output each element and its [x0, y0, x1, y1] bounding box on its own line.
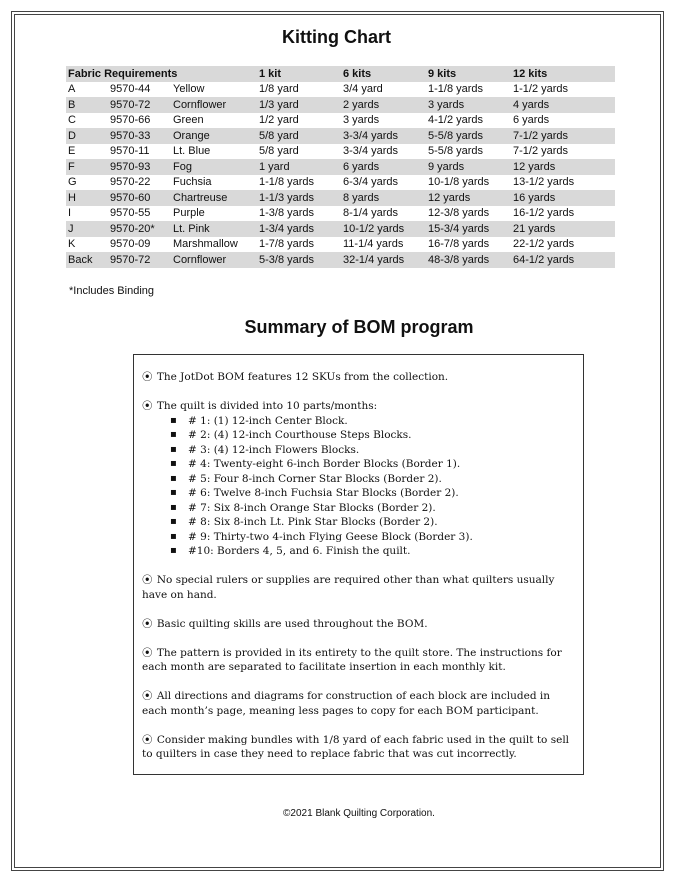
row-1-kit: 1/2 yard — [259, 114, 299, 127]
row-sku: 9570-11 — [110, 145, 150, 158]
row-color: Purple — [173, 207, 205, 220]
kitting-table — [66, 66, 615, 268]
month-item: ▪ #10: Borders 4, 5, and 6. Finish the quilt. — [170, 544, 573, 559]
row-sku: 9570-09 — [110, 238, 151, 251]
radio-bullet-icon: ⦿ — [142, 371, 153, 383]
row-sku: 9570-72 — [110, 98, 151, 111]
table-row — [66, 190, 615, 206]
row-sku: 9570-22 — [110, 176, 151, 189]
row-9-kits: 15-3/4 yards — [428, 222, 490, 235]
radio-bullet-icon: ⦿ — [142, 574, 153, 586]
row-color: Lt. Blue — [173, 145, 211, 158]
month-item: ▪ # 6: Twelve 8-inch Fuchsia Star Blocks (Border 2). — [170, 486, 573, 501]
row-12-kits: 4 yards — [513, 98, 550, 111]
row-6-kits: 10-1/2 yards — [343, 222, 405, 235]
row-6-kits: 3-3/4 yards — [343, 129, 399, 142]
radio-bullet-icon: ⦿ — [142, 400, 153, 412]
row-12-kits: 13-1/2 yards — [513, 176, 575, 189]
row-6-kits: 32-1/4 yards — [343, 253, 405, 266]
row-letter: A — [68, 83, 76, 96]
row-9-kits: 5-5/8 yards — [428, 129, 484, 142]
summary-item — [142, 689, 573, 718]
row-6-kits: 8-1/4 yards — [343, 207, 399, 220]
binding-note: *Includes Binding — [69, 285, 155, 297]
row-letter: C — [68, 114, 76, 127]
row-letter: J — [68, 222, 74, 235]
table-row — [66, 128, 615, 144]
month-item: ▪ # 1: (1) 12-inch Center Block. — [170, 414, 573, 429]
row-12-kits: 16-1/2 yards — [513, 207, 575, 220]
row-9-kits: 9 yards — [428, 160, 465, 173]
summary-title: Summary of BOM program — [244, 317, 474, 337]
summary-text: Basic quilting skills are used throughout the BOM. — [156, 617, 428, 630]
header-9-kits: 9 kits — [428, 67, 457, 80]
table-body — [66, 82, 615, 268]
row-12-kits: 7-1/2 yards — [513, 129, 569, 142]
row-12-kits: 7-1/2 yards — [513, 145, 569, 158]
radio-bullet-icon: ⦿ — [142, 690, 153, 702]
row-1-kit: 5-3/8 yards — [259, 253, 315, 266]
summary-item — [142, 733, 573, 762]
table-row — [66, 113, 615, 129]
row-letter: F — [68, 160, 75, 173]
summary-text: No special rulers or supplies are required other than what quilters usually have on hand. — [142, 574, 555, 601]
row-12-kits: 21 yards — [513, 222, 556, 235]
summary-text: The quilt is divided into 10 parts/months: — [156, 400, 378, 412]
row-12-kits: 12 yards — [513, 160, 556, 173]
row-1-kit: 5/8 yard — [259, 145, 299, 158]
row-1-kit: 1-7/8 yards — [259, 238, 315, 251]
row-letter: Back — [68, 253, 93, 266]
month-item: ▪ # 2: (4) 12-inch Courthouse Steps Blocks. — [170, 428, 573, 443]
row-9-kits: 48-3/8 yards — [428, 253, 490, 266]
row-color: Fog — [173, 160, 192, 173]
row-9-kits: 16-7/8 yards — [428, 238, 490, 251]
row-1-kit: 1-3/8 yards — [259, 207, 315, 220]
table-header-row — [66, 66, 615, 82]
table-row — [66, 237, 615, 253]
row-letter: I — [68, 207, 72, 220]
row-color: Cornflower — [173, 98, 227, 111]
summary-item — [142, 370, 573, 385]
month-item: ▪ # 8: Six 8-inch Lt. Pink Star Blocks (Border 2). — [170, 515, 573, 530]
row-1-kit: 1/8 yard — [259, 83, 299, 96]
month-item: ▪ # 9: Thirty-two 4-inch Flying Geese Block (Border 3). — [170, 530, 573, 545]
row-sku: 9570-60 — [110, 191, 151, 204]
table-row — [66, 206, 615, 222]
row-color: Cornflower — [173, 253, 227, 266]
row-6-kits: 2 yards — [343, 98, 380, 111]
summary-box — [133, 354, 584, 775]
table-row — [66, 144, 615, 160]
row-12-kits: 64-1/2 yards — [513, 253, 575, 266]
row-color: Yellow — [173, 83, 205, 96]
row-1-kit: 1-1/8 yards — [259, 176, 315, 189]
row-6-kits: 6-3/4 yards — [343, 176, 399, 189]
radio-bullet-icon: ⦿ — [142, 617, 153, 630]
row-9-kits: 10-1/8 yards — [428, 176, 490, 189]
summary-text: The JotDot BOM features 12 SKUs from the collection. — [156, 371, 449, 383]
row-6-kits: 3 yards — [343, 114, 380, 127]
table-row — [66, 252, 615, 268]
row-color: Orange — [173, 129, 210, 142]
row-1-kit: 5/8 yard — [259, 129, 299, 142]
table-row — [66, 175, 615, 191]
row-sku: 9570-44 — [110, 83, 151, 96]
table-row — [66, 97, 615, 113]
row-letter: B — [68, 98, 76, 111]
table-row — [66, 221, 615, 237]
row-color: Green — [173, 114, 204, 127]
row-12-kits: 22-1/2 yards — [513, 238, 575, 251]
row-9-kits: 3 yards — [428, 98, 465, 111]
row-1-kit: 1/3 yard — [259, 98, 299, 111]
row-letter: K — [68, 238, 76, 251]
row-color: Lt. Pink — [173, 222, 210, 235]
row-9-kits: 12 yards — [428, 191, 471, 204]
header-12-kits: 12 kits — [513, 67, 548, 80]
summary-text: The pattern is provided in its entirety to the quilt store. The instructions for each month are separated to facilitate insertion in each monthly kit. — [142, 646, 562, 673]
row-6-kits: 11-1/4 yards — [343, 238, 404, 251]
row-color: Marshmallow — [173, 238, 238, 251]
month-item: ▪ # 4: Twenty-eight 6-inch Border Blocks (Border 1). — [170, 457, 573, 472]
kitting-chart-title: Kitting Chart — [282, 27, 391, 47]
radio-bullet-icon: ⦿ — [142, 733, 153, 746]
table-row — [66, 82, 615, 98]
row-9-kits: 5-5/8 yards — [428, 145, 484, 158]
row-sku: 9570-55 — [110, 207, 151, 220]
row-sku: 9570-20* — [110, 222, 155, 235]
radio-bullet-icon: ⦿ — [142, 646, 153, 659]
months-list — [142, 414, 573, 559]
row-12-kits: 16 yards — [513, 191, 556, 204]
row-6-kits: 3/4 yard — [343, 83, 383, 96]
row-letter: H — [68, 191, 76, 204]
row-12-kits: 1-1/2 yards — [513, 83, 569, 96]
row-color: Chartreuse — [173, 191, 228, 204]
row-6-kits: 8 yards — [343, 191, 380, 204]
row-letter: D — [68, 129, 76, 142]
summary-text: All directions and diagrams for construction of each block are included in each month’s page, meaning less pages to copy for each BOM participant. — [142, 690, 551, 717]
row-1-kit: 1-1/3 yards — [259, 191, 315, 204]
month-item: ▪ # 3: (4) 12-inch Flowers Blocks. — [170, 443, 573, 458]
copyright-footer: ©2021 Blank Quilting Corporation. — [283, 808, 435, 819]
row-1-kit: 1-3/4 yards — [259, 222, 315, 235]
row-6-kits: 6 yards — [343, 160, 380, 173]
summary-item — [142, 617, 573, 632]
summary-item — [142, 399, 573, 559]
row-9-kits: 4-1/2 yards — [428, 114, 484, 127]
row-9-kits: 1-1/8 yards — [428, 83, 484, 96]
header-1-kit: 1 kit — [259, 67, 282, 80]
month-item: ▪ # 7: Six 8-inch Orange Star Blocks (Border 2). — [170, 501, 573, 516]
month-item: ▪ # 5: Four 8-inch Corner Star Blocks (Border 2). — [170, 472, 573, 487]
summary-item — [142, 646, 573, 675]
row-letter: G — [68, 176, 77, 189]
table-row — [66, 159, 615, 175]
row-sku: 9570-93 — [110, 160, 151, 173]
row-1-kit: 1 yard — [259, 160, 290, 173]
row-sku: 9570-66 — [110, 114, 151, 127]
row-sku: 9570-33 — [110, 129, 151, 142]
summary-item — [142, 573, 573, 602]
row-color: Fuchsia — [173, 176, 212, 189]
row-sku: 9570-72 — [110, 253, 151, 266]
row-9-kits: 12-3/8 yards — [428, 207, 490, 220]
row-letter: E — [68, 145, 76, 158]
row-12-kits: 6 yards — [513, 114, 550, 127]
summary-text: Consider making bundles with 1/8 yard of each fabric used in the quilt to sell to quilters in case they need to replace fabric that was cut incorrectly. — [142, 733, 570, 760]
row-6-kits: 3-3/4 yards — [343, 145, 399, 158]
header-fabric-requirements: Fabric Requirements — [68, 67, 178, 80]
header-6-kits: 6 kits — [343, 67, 372, 80]
